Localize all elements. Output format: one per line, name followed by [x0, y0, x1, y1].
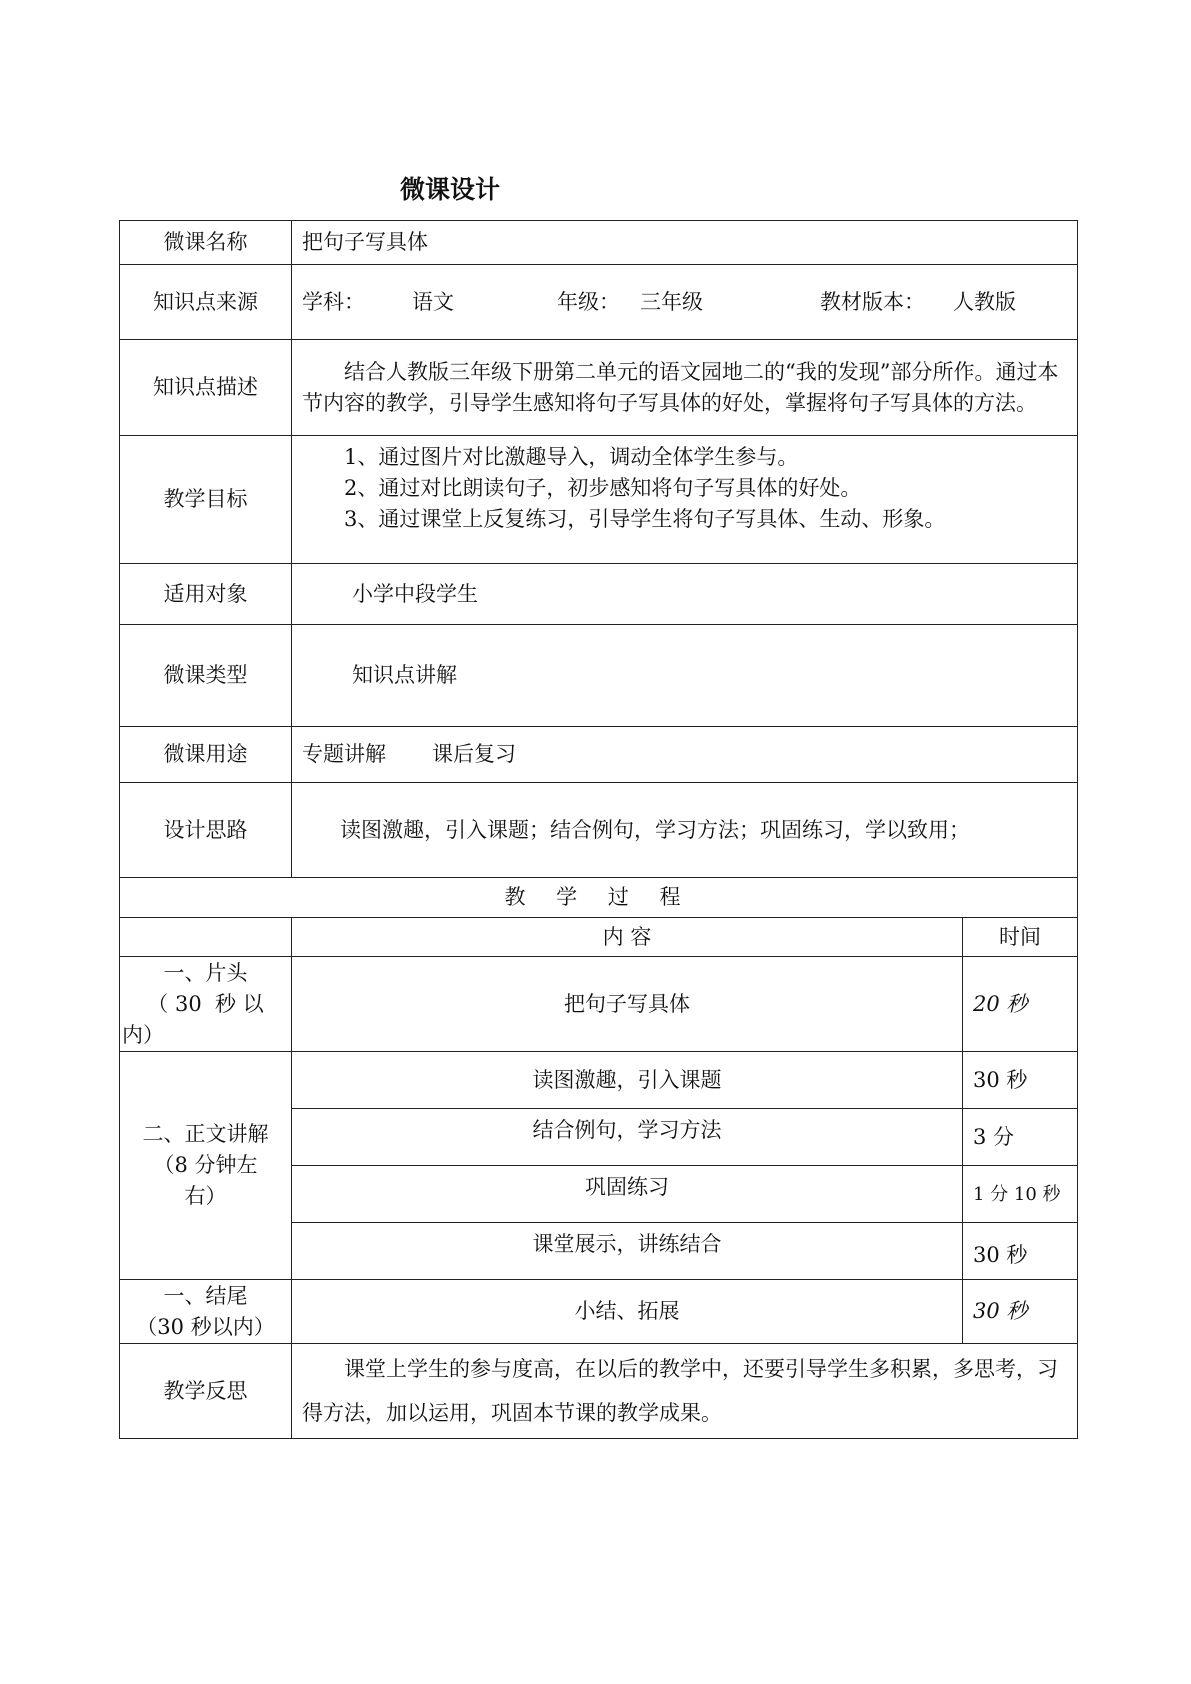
grade-value: 三年级: [640, 289, 703, 314]
approach-label: 设计思路: [120, 783, 292, 878]
opening-label: [120, 957, 292, 1052]
description-label: 知识点描述: [120, 340, 292, 436]
row-process-columns: [120, 918, 1078, 957]
usage-label: 微课用途: [120, 727, 292, 783]
body-item-time: 30 秒: [963, 1052, 1078, 1109]
edition-value: 人教版: [953, 289, 1016, 314]
body-label: [120, 1052, 292, 1280]
body-item-content: 结合例句，学习方法: [292, 1109, 963, 1166]
ending-content: 小结、拓展: [292, 1280, 963, 1344]
audience-label: 适用对象: [120, 564, 292, 625]
name-value: 把句子写具体: [292, 221, 1078, 265]
subject-value: 语文: [412, 289, 454, 314]
body-label-line: 右）: [184, 1184, 227, 1208]
empty-cell: [120, 918, 292, 957]
body-item-content: 课堂展示，讲练结合: [292, 1223, 963, 1280]
opening-content: 把句子写具体: [292, 957, 963, 1052]
body-label-line: 二、正文讲解: [142, 1122, 269, 1146]
row-description: [120, 340, 1078, 436]
source-label: 知识点来源: [120, 265, 292, 340]
ending-label: [120, 1280, 292, 1344]
body-item-time: 3 分: [963, 1109, 1078, 1166]
opening-label-line: 内）: [122, 1022, 164, 1047]
type-label: 微课类型: [120, 625, 292, 727]
goal-item: 1、通过图片对比激趣导入，调动全体学生参与。: [344, 445, 799, 469]
opening-label-line: 一、片头: [163, 960, 248, 985]
row-goals: [120, 436, 1078, 564]
opening-time: 20 秒: [963, 957, 1078, 1052]
row-ending: [120, 1280, 1078, 1344]
row-process-heading: [120, 878, 1078, 918]
row-opening: [120, 957, 1078, 1052]
ending-label-line: （30 秒以内）: [136, 1314, 275, 1339]
row-type: [120, 625, 1078, 727]
row-name: [120, 221, 1078, 265]
row-reflection: [120, 1344, 1078, 1439]
opening-label-line: （ 30 秒 以: [147, 991, 264, 1016]
row-audience: [120, 564, 1078, 625]
approach-value: 读图激趣，引入课题；结合例句，学习方法；巩固练习，学以致用；: [292, 783, 1078, 878]
row-approach: [120, 783, 1078, 878]
body-item-time: 30 秒: [963, 1223, 1078, 1280]
row-usage: [120, 727, 1078, 783]
type-value: 知识点讲解: [292, 625, 1078, 727]
description-value: 结合人教版三年级下册第二单元的语文园地二的“我的发现”部分所作。通过本节内容的教学，引导学生感知将句子写具体的好处，掌握将句子写具体的方法。: [292, 340, 1078, 436]
ending-time: 30 秒: [963, 1280, 1078, 1344]
ending-label-line: 一、结尾: [163, 1283, 248, 1308]
subject-label: 学科：: [302, 289, 365, 314]
usage-value: [292, 727, 1078, 783]
name-label: 微课名称: [120, 221, 292, 265]
goals-list: [292, 436, 1078, 564]
body-label-line: （8 分钟左: [153, 1153, 258, 1177]
grade-label: 年级：: [557, 289, 620, 314]
row-body-item: [120, 1052, 1078, 1109]
reflection-label: 教学反思: [120, 1344, 292, 1439]
time-column-header: 时间: [963, 918, 1078, 957]
body-item-content: 巩固练习: [292, 1166, 963, 1223]
row-source: [120, 265, 1078, 340]
page-title: 微课设计: [400, 175, 501, 204]
goal-item: 2、通过对比朗读句子，初步感知将句子写具体的好处。: [344, 476, 862, 500]
audience-value: 小学中段学生: [292, 564, 1078, 625]
body-item-content: 读图激趣，引入课题: [292, 1052, 963, 1109]
body-item-time: 1 分 10 秒: [963, 1166, 1078, 1223]
usage-item: 课后复习: [432, 742, 516, 766]
edition-label: 教材版本：: [820, 289, 925, 314]
source-value: [292, 265, 1078, 340]
goal-item: 3、通过课堂上反复练习，引导学生将句子写具体、生动、形象。: [344, 507, 946, 531]
process-heading: 教 学 过 程: [120, 878, 1078, 918]
usage-item: 专题讲解: [302, 742, 386, 766]
goals-label: 教学目标: [120, 436, 292, 564]
content-column-header: 内 容: [292, 918, 963, 957]
lesson-design-table: [119, 220, 1078, 1439]
reflection-value: 课堂上学生的参与度高，在以后的教学中，还要引导学生多积累，多思考，习得方法，加以运用，巩固本节课的教学成果。: [292, 1344, 1078, 1439]
